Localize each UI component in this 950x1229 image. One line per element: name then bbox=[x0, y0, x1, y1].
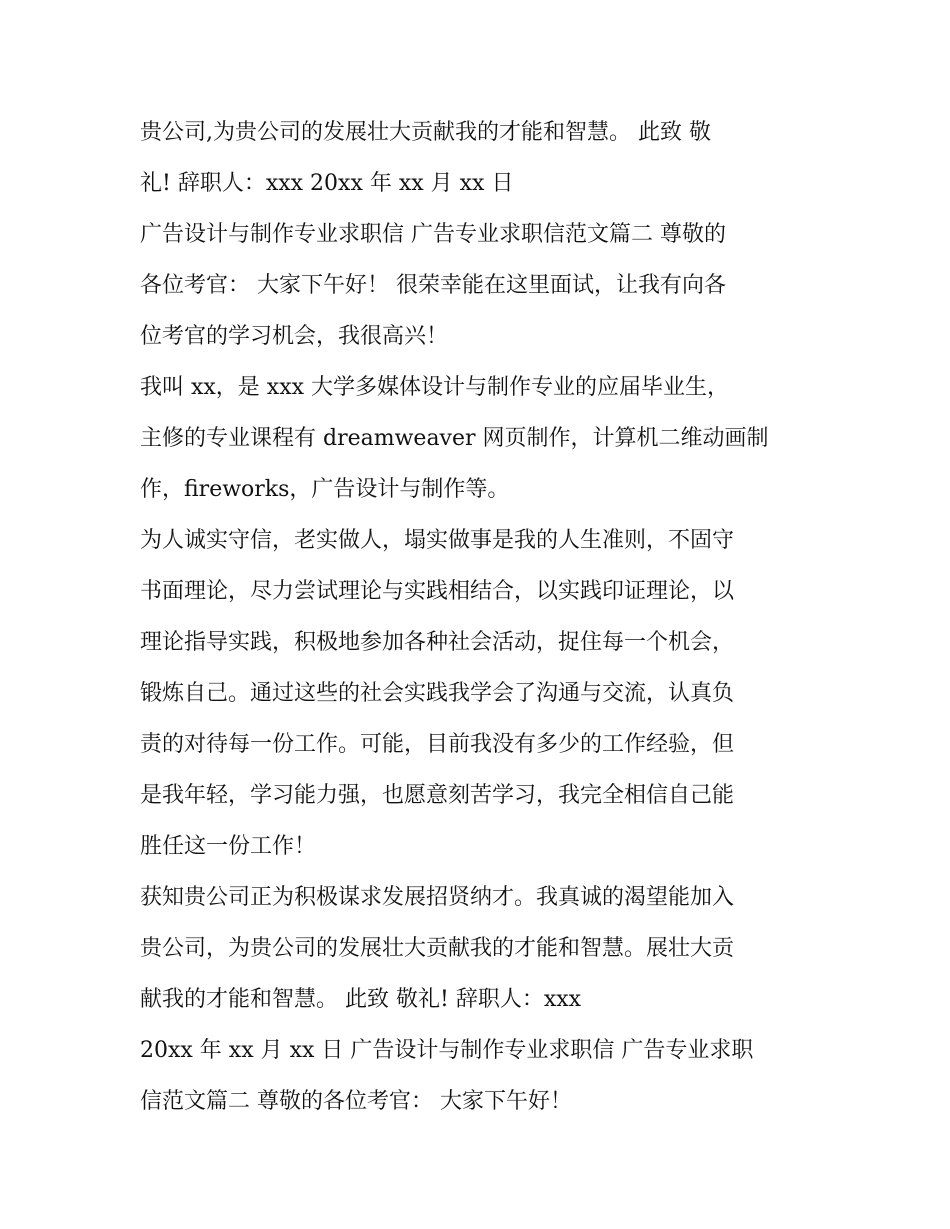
text-line: 位考官的学习机会，我很高兴！ bbox=[140, 324, 449, 349]
text-line: 我叫 xx，是 xxx 大学多媒体设计与制作专业的应届毕业生， bbox=[140, 375, 730, 400]
text-line: 各位考官： 大家下午好！ 很荣幸能在这里面试，让我有向各 bbox=[140, 273, 726, 298]
text-line: 为人诚实守信，老实做人，塌实做事是我的人生准则，不固守 bbox=[140, 528, 735, 553]
text-line: 获知贵公司正为积极谋求发展招贤纳才。我真诚的渴望能加入 bbox=[140, 885, 735, 910]
text-line: 是我年轻，学习能力强，也愿意刻苦学习，我完全相信自己能 bbox=[140, 783, 735, 808]
text-line: 贵公司，为贵公司的发展壮大贡献我的才能和智慧。展壮大贡 bbox=[140, 936, 735, 961]
text-line: 作，fireworks，广告设计与制作等。 bbox=[140, 477, 510, 502]
text-line: 广告设计与制作专业求职信 广告专业求职信范文篇二 尊敬的 bbox=[140, 222, 726, 247]
text-line: 责的对待每一份工作。可能，目前我没有多少的工作经验，但 bbox=[140, 732, 735, 757]
text-line: 胜任这一份工作！ bbox=[140, 834, 317, 859]
text-line: 信范文篇二 尊敬的各位考官： 大家下午好！ bbox=[140, 1089, 572, 1114]
text-line: 礼! 辞职人：xxx 20xx 年 xx 月 xx 日 bbox=[140, 171, 514, 196]
text-line: 献我的才能和智慧。 此致 敬礼! 辞职人：xxx bbox=[140, 987, 582, 1012]
text-line: 理论指导实践，积极地参加各种社会活动，捉住每一个机会， bbox=[140, 630, 735, 655]
text-line: 主修的专业课程有 dreamweaver 网页制作，计算机二维动画制 bbox=[140, 426, 769, 451]
text-line: 贵公司,为贵公司的发展壮大贡献我的才能和智慧。 此致 敬 bbox=[140, 120, 711, 145]
text-line: 书面理论，尽力尝试理论与实践相结合，以实践印证理论，以 bbox=[140, 579, 735, 604]
text-line: 20xx 年 xx 月 xx 日 广告设计与制作专业求职信 广告专业求职 bbox=[140, 1038, 754, 1063]
document-body bbox=[140, 107, 830, 1127]
text-line: 锻炼自己。通过这些的社会实践我学会了沟通与交流，认真负 bbox=[140, 681, 735, 706]
